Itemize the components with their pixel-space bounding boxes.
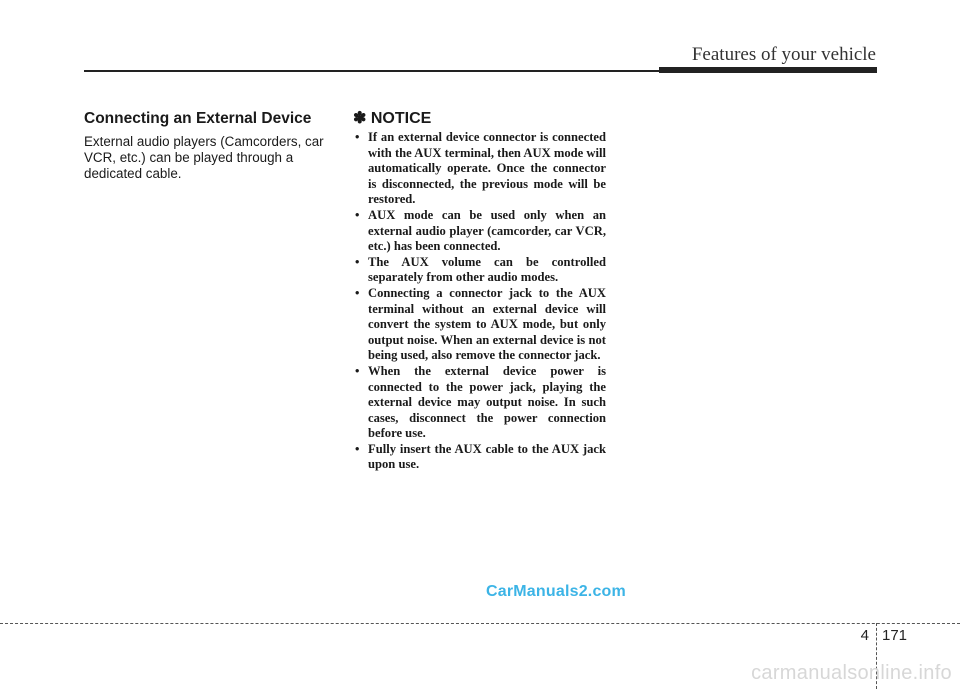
- notice-item: • Fully insert the AUX cable to the AUX jack upon use.: [353, 442, 606, 473]
- notice-list: [353, 130, 606, 473]
- watermark-link[interactable]: CarManuals2.com: [486, 583, 626, 600]
- header-rule-accent: [659, 67, 877, 73]
- notice-item: • When the external device power is connected to the power jack, playing the external device may output noise. In such cases, disconnect the power connection before use.: [353, 364, 606, 442]
- notice-item: • If an external device connector is connected with the AUX terminal, then AUX mode will automatically operate. Once the connector is disconnected, the previous mode will be restored.: [353, 130, 606, 208]
- chapter-number: 4: [860, 627, 869, 644]
- page-number: 171: [882, 627, 908, 644]
- notice-title: ✽ NOTICE: [353, 110, 432, 127]
- header-rule: [84, 70, 659, 72]
- left-column: [84, 110, 339, 182]
- notice-box: [353, 108, 606, 473]
- section-heading: Connecting an External Device: [84, 110, 312, 127]
- notice-item: • Connecting a connector jack to the AUX terminal without an external device will convert the system to AUX mode, but only output noise. When an external device is not being used, also remove the connector jack.: [353, 286, 606, 364]
- footer-site-watermark[interactable]: carmanualsonline.info: [751, 662, 952, 684]
- notice-item: • AUX mode can be used only when an external audio player (camcorder, car VCR, etc.) has been connected.: [353, 208, 606, 255]
- notice-item: • The AUX volume can be controlled separately from other audio modes.: [353, 255, 606, 286]
- footer-rule: [0, 623, 960, 624]
- section-body: External audio players (Camcorders, car VCR, etc.) can be played through a dedicated cable.: [84, 134, 324, 181]
- page-header-title: Features of your vehicle: [691, 44, 876, 65]
